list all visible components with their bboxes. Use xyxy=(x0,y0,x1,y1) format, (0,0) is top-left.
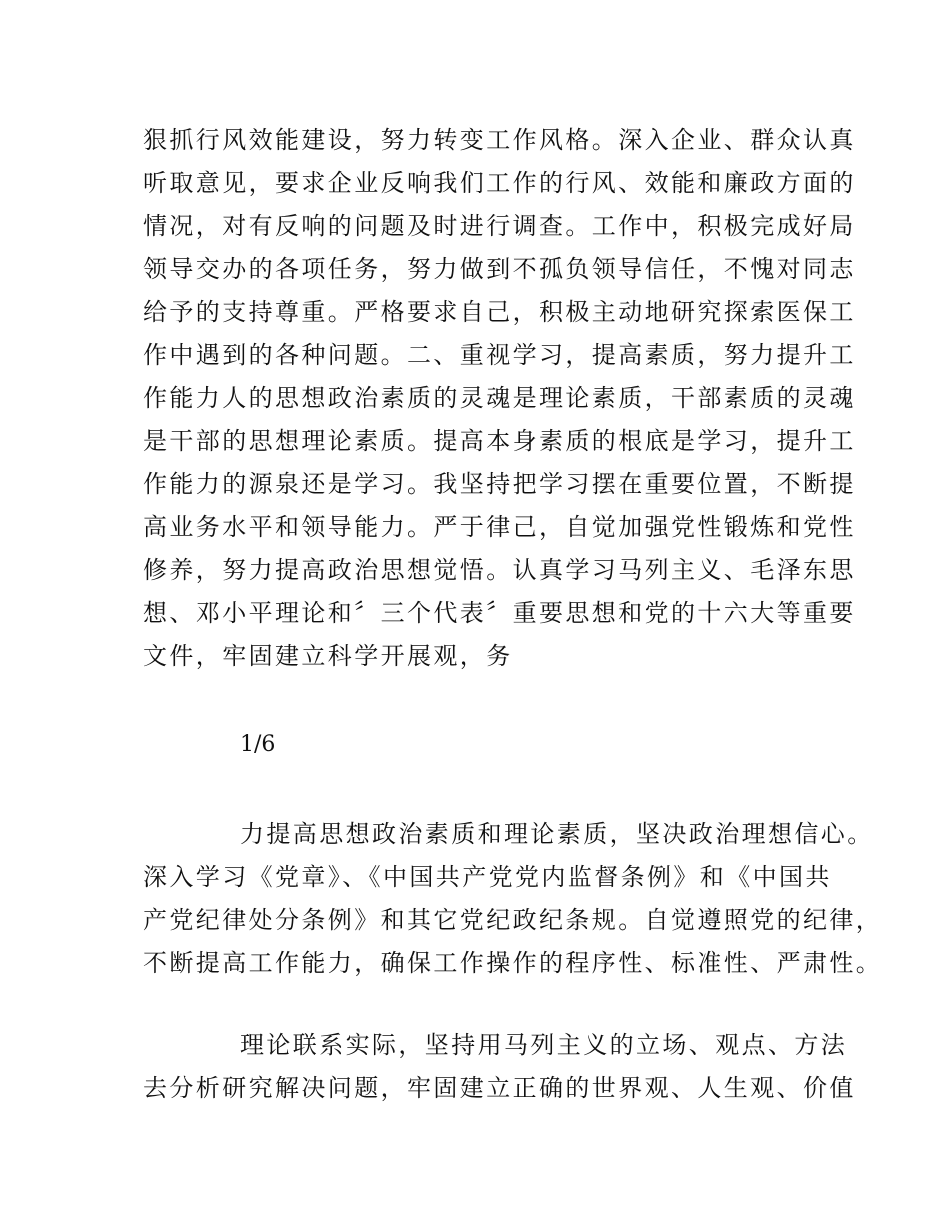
text-line: 领导交办的各项任务，努力做到不孤负领导信任，不愧对同志 xyxy=(143,255,856,283)
text-line: 力提高思想政治素质和理论素质，坚决政治理想信心。 xyxy=(240,820,874,848)
text-line: 给予的支持尊重。严格要求自己，积极主动地研究探索医保工 xyxy=(143,298,856,326)
text-line: 作能力人的思想政治素质的灵魂是理论素质，干部素质的灵魂 xyxy=(143,384,856,412)
text-line: 去分析研究解决问题，牢固建立正确的世界观、人生观、价值 xyxy=(143,1074,856,1102)
text-line: 理论联系实际，坚持用马列主义的立场、观点、方法 xyxy=(240,1031,848,1059)
text-line: 是干部的思想理论素质。提高本身素质的根底是学习，提升工 xyxy=(143,427,856,455)
text-line: 产党纪律处分条例》和其它党纪政纪条规。自觉遵照党的纪律， xyxy=(143,906,883,934)
text-line: 作能力的源泉还是学习。我坚持把学习摆在重要位置，不断提 xyxy=(143,470,856,498)
text-line: 深入学习《党章》、《中国共产党党内监督条例》和《中国共 xyxy=(143,863,832,891)
text-line: 不断提高工作能力，确保工作操作的程序性、标准性、严肃性。 xyxy=(143,949,883,977)
text-line: 狠抓行风效能建设，努力转变工作风格。深入企业、群众认真 xyxy=(143,126,856,154)
text-line: 文件，牢固建立科学开展观，务 xyxy=(143,642,513,670)
page-number: 1/6 xyxy=(240,732,276,757)
text-line: 想、邓小平理论和〞三个代表〞重要思想和党的十六大等重要 xyxy=(143,599,856,627)
text-line: 听取意见，要求企业反响我们工作的行风、效能和廉政方面的 xyxy=(143,169,856,197)
text-line: 作中遇到的各种问题。二、重视学习，提高素质，努力提升工 xyxy=(143,341,856,369)
text-line: 情况，对有反响的问题及时进行调查。工作中，积极完成好局 xyxy=(143,212,856,240)
text-line: 高业务水平和领导能力。严于律己，自觉加强党性锻炼和党性 xyxy=(143,513,856,541)
text-line: 修养，努力提高政治思想觉悟。认真学习马列主义、毛泽东思 xyxy=(143,556,856,584)
